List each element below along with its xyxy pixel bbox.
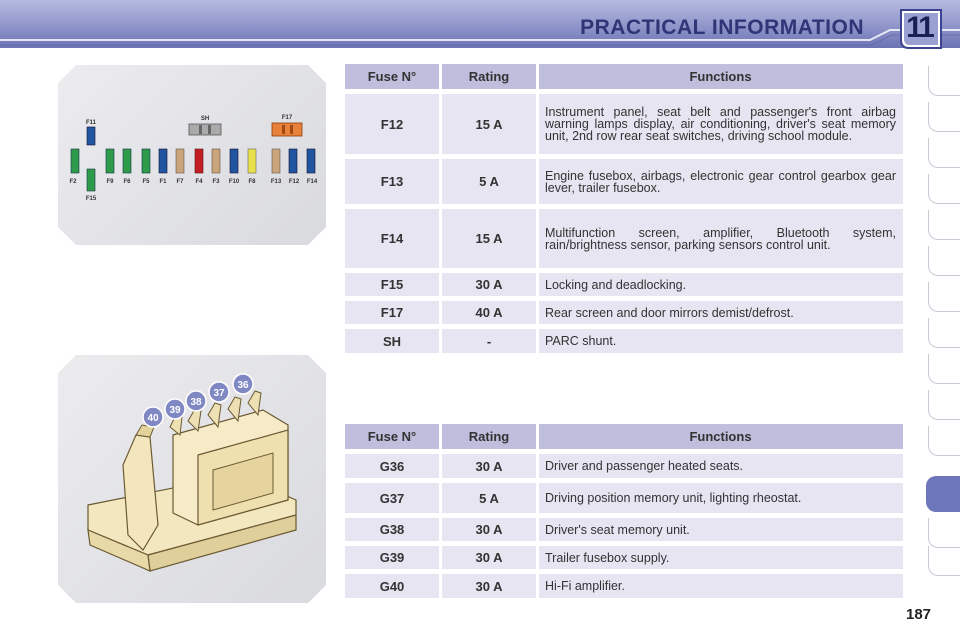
fuse-label: F10 [228,179,240,185]
fuse-label: F2 [69,179,77,185]
fuse-rating: 30 A [442,574,536,598]
fuse-block-diagram [58,355,326,603]
fuse-function: Engine fusebox, airbags, electronic gear control gearbox gear lever, trailer fusebox. [539,159,903,204]
chapter-tab[interactable] [928,354,960,384]
header-rating: Rating [442,64,536,89]
header-band [0,0,960,48]
fuse-function: Driver's seat memory unit. [539,518,903,541]
fuse-rating: 30 A [442,546,536,569]
table-row [345,518,903,541]
chapter-tab[interactable] [928,390,960,420]
table-row [345,574,903,598]
fuse-number: F12 [345,94,439,154]
header-fuse-number: Fuse N° [345,64,439,89]
chapter-tab[interactable] [928,102,960,132]
fuse-label: F14 [306,179,318,185]
fuse-number: G40 [345,574,439,598]
fuse-number: F14 [345,209,439,268]
header-rating: Rating [442,424,536,449]
fuse-rating: 30 A [442,518,536,541]
fuse-label: F12 [288,179,300,185]
fuse-label: F8 [248,179,256,185]
fuse-label: F13 [270,179,282,185]
callout-label: 36 [237,380,249,391]
fuse-function: Hi-Fi amplifier. [539,574,903,598]
fuse-label: F11 [85,120,97,126]
table-header-row [345,64,903,89]
fuse-function: Instrument panel, seat belt and passenger's front airbag warning lamps display, air conditioning, driver's seat memory unit, 2nd row rear seat switches, driving school module. [539,94,903,154]
table-row [345,454,903,478]
fuse-label: F9 [106,179,114,185]
chapter-tab[interactable] [928,210,960,240]
header-fuse-number: Fuse N° [345,424,439,449]
chapter-tab[interactable] [928,174,960,204]
chapter-tabs [928,66,960,576]
fuse-number: F17 [345,301,439,324]
fusebox-illustration [58,65,326,245]
chapter-tab[interactable] [928,138,960,168]
header-functions: Functions [539,424,903,449]
fuse-rating: 40 A [442,301,536,324]
table-row [345,94,903,154]
fuse-function: Driver and passenger heated seats. [539,454,903,478]
table-header-row [345,424,903,449]
table-row [345,273,903,296]
chapter-title: PRACTICAL INFORMATION [580,16,864,39]
fuse-function: Driving position memory unit, lighting rheostat. [539,483,903,513]
chapter-tab[interactable] [928,282,960,312]
chapter-tab-active[interactable] [926,476,960,512]
fuse-rating: 5 A [442,483,536,513]
fuse-rating: 5 A [442,159,536,204]
fuse-number: G36 [345,454,439,478]
callout-label: 40 [147,413,159,424]
fuse-rating: 30 A [442,454,536,478]
fuse-function: Trailer fusebox supply. [539,546,903,569]
fuse-label: F15 [85,196,97,202]
callout-label: 38 [190,397,202,408]
fuse-rating: - [442,329,536,353]
table-row [345,159,903,204]
fuse-label: F6 [123,179,131,185]
fuse-block-illustration [58,355,326,603]
fuse-number: F13 [345,159,439,204]
fuse-function: Multifunction screen, amplifier, Bluetooth system, rain/brightness sensor, parking sensors control unit. [539,209,903,268]
fuse-label: SH [200,116,210,122]
fuse-number: SH [345,329,439,353]
table-row [345,301,903,324]
table-row [345,546,903,569]
fuse-label: F1 [159,179,167,185]
callout-label: 39 [169,405,181,416]
fuse-label: F4 [195,179,203,185]
fuse-number: G39 [345,546,439,569]
header-functions: Functions [539,64,903,89]
fuse-label: F7 [176,179,184,185]
fuse-rating: 15 A [442,94,536,154]
chapter-tab[interactable] [928,246,960,276]
callout-label: 37 [213,388,225,399]
fuse-number: F15 [345,273,439,296]
chapter-tab[interactable] [928,66,960,96]
fuse-label: F17 [281,115,293,121]
chapter-tab[interactable] [928,318,960,348]
table-row [345,329,903,353]
chapter-tab[interactable] [928,518,960,548]
chapter-tab[interactable] [928,426,960,456]
chapter-tab[interactable] [928,546,960,576]
fuse-number: G38 [345,518,439,541]
fuse-function: Locking and deadlocking. [539,273,903,296]
fusebox-diagram [58,65,326,245]
fuse-function: Rear screen and door mirrors demist/defrost. [539,301,903,324]
table-row [345,483,903,513]
table-row [345,209,903,268]
fuse-table-secondary [345,424,903,603]
fuse-function: PARC shunt. [539,329,903,353]
fuse-rating: 15 A [442,209,536,268]
fuse-table-main [345,64,903,358]
fuse-rating: 30 A [442,273,536,296]
fuse-label: F5 [142,179,150,185]
fuse-label: F3 [212,179,220,185]
chapter-number: 11 [906,11,932,44]
page-number: 187 [906,606,932,623]
fuse-number: G37 [345,483,439,513]
